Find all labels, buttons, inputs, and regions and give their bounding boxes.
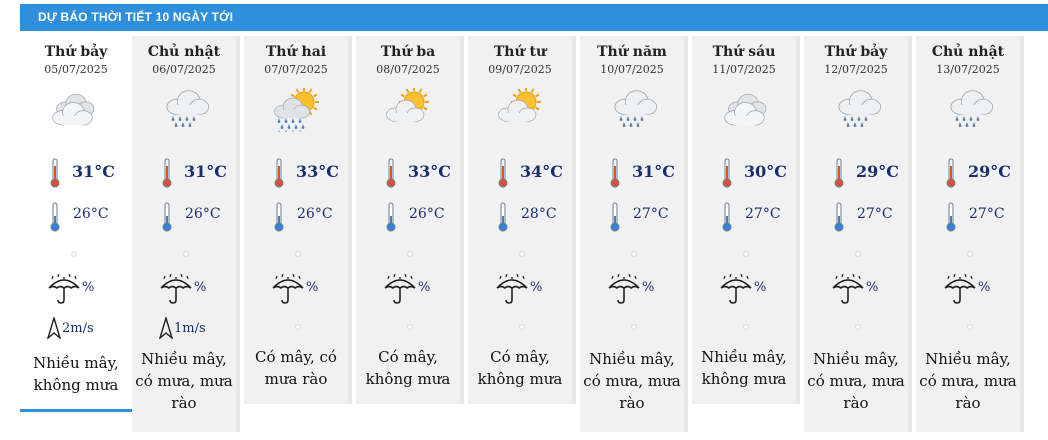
separator-dot bbox=[967, 251, 973, 257]
description-line: Có mây, có bbox=[255, 348, 337, 366]
thermometer-cool-icon bbox=[274, 202, 284, 232]
separator-dot bbox=[295, 251, 301, 257]
min-temp: 27°C bbox=[745, 206, 781, 222]
separator-dot bbox=[71, 251, 77, 257]
umbrella-icon bbox=[607, 274, 641, 306]
day-column[interactable] bbox=[132, 36, 240, 432]
max-temp: 33°C bbox=[296, 162, 339, 181]
day-date: 10/07/2025 bbox=[600, 63, 664, 76]
rain-chance: % bbox=[978, 280, 991, 295]
weather-description bbox=[356, 346, 460, 390]
separator-dot bbox=[743, 251, 749, 257]
cloudy-icon bbox=[720, 88, 770, 132]
rain-chance: % bbox=[306, 280, 319, 295]
description-line: có mưa, mưa bbox=[583, 372, 681, 390]
weather-description bbox=[692, 346, 796, 390]
description-line: Nhiều mây, bbox=[33, 354, 119, 372]
description-line: có mưa, mưa bbox=[807, 372, 905, 390]
umbrella-icon bbox=[831, 274, 865, 306]
rain-chance: % bbox=[418, 280, 431, 295]
max-temp: 31°C bbox=[184, 162, 227, 181]
description-line: không mưa bbox=[33, 376, 119, 394]
weather-description bbox=[804, 348, 908, 414]
rain-cloud-icon bbox=[160, 88, 210, 132]
separator-dot bbox=[967, 324, 973, 330]
rain-cloud-icon bbox=[944, 88, 994, 132]
thermometer-cool-icon bbox=[946, 202, 956, 232]
forecast-days bbox=[20, 36, 1030, 440]
partly-cloudy-icon bbox=[384, 88, 434, 132]
description-line: rào bbox=[843, 394, 869, 412]
separator-dot bbox=[631, 251, 637, 257]
description-line: rào bbox=[171, 394, 197, 412]
separator-dot bbox=[519, 324, 525, 330]
umbrella-icon bbox=[943, 274, 977, 306]
thermometer-hot-icon bbox=[610, 158, 620, 188]
day-name: Chủ nhật bbox=[931, 44, 1005, 60]
day-date: 09/07/2025 bbox=[488, 63, 552, 76]
rain-chance: % bbox=[82, 280, 95, 295]
separator-dot bbox=[855, 324, 861, 330]
thermometer-cool-icon bbox=[162, 202, 172, 232]
min-temp: 27°C bbox=[633, 206, 669, 222]
day-column[interactable] bbox=[580, 36, 688, 432]
day-column[interactable] bbox=[804, 36, 912, 432]
weather-description bbox=[916, 348, 1020, 414]
weather-description bbox=[132, 348, 236, 414]
min-temp: 26°C bbox=[297, 206, 333, 222]
weather-description bbox=[580, 348, 684, 414]
day-date: 11/07/2025 bbox=[712, 63, 776, 76]
rain-chance: % bbox=[754, 280, 767, 295]
rain-cloud-icon bbox=[832, 88, 882, 132]
description-line: Nhiều mây, bbox=[925, 350, 1011, 368]
min-temp: 26°C bbox=[409, 206, 445, 222]
day-date: 05/07/2025 bbox=[44, 63, 108, 76]
separator-dot bbox=[631, 324, 637, 330]
max-temp: 33°C bbox=[408, 162, 451, 181]
weather-description bbox=[244, 346, 348, 390]
thermometer-cool-icon bbox=[722, 202, 732, 232]
description-line: có mưa, mưa bbox=[919, 372, 1017, 390]
separator-dot bbox=[743, 324, 749, 330]
weather-description bbox=[468, 346, 572, 390]
rain-chance: % bbox=[530, 280, 543, 295]
umbrella-icon bbox=[271, 274, 305, 306]
min-temp: 26°C bbox=[73, 206, 109, 222]
day-column[interactable] bbox=[468, 36, 576, 404]
thermometer-hot-icon bbox=[834, 158, 844, 188]
day-column[interactable] bbox=[20, 36, 132, 412]
min-temp: 27°C bbox=[969, 206, 1005, 222]
day-date: 06/07/2025 bbox=[152, 63, 216, 76]
wind-direction-icon bbox=[159, 317, 173, 339]
max-temp: 29°C bbox=[856, 162, 899, 181]
description-line: Có mây, bbox=[378, 348, 438, 366]
day-name: Thứ bảy bbox=[824, 44, 888, 60]
day-name: Thứ bảy bbox=[44, 44, 108, 60]
umbrella-icon bbox=[495, 274, 529, 306]
min-temp: 27°C bbox=[857, 206, 893, 222]
wind-speed: 1m/s bbox=[174, 321, 206, 336]
header-title: DỰ BÁO THỜI TIẾT 10 NGÀY TỚI bbox=[38, 10, 234, 24]
day-date: 08/07/2025 bbox=[376, 63, 440, 76]
thermometer-hot-icon bbox=[946, 158, 956, 188]
thermometer-cool-icon bbox=[386, 202, 396, 232]
partly-cloudy-icon bbox=[496, 88, 546, 132]
description-line: không mưa bbox=[365, 370, 451, 388]
description-line: Nhiều mây, bbox=[589, 350, 675, 368]
description-line: mưa rào bbox=[264, 370, 328, 388]
thermometer-hot-icon bbox=[722, 158, 732, 188]
day-column[interactable] bbox=[692, 36, 800, 404]
cloudy-icon bbox=[48, 88, 98, 132]
wind-direction-icon bbox=[47, 317, 61, 339]
separator-dot bbox=[183, 251, 189, 257]
rain-cloud-icon bbox=[608, 88, 658, 132]
thermometer-hot-icon bbox=[498, 158, 508, 188]
day-date: 13/07/2025 bbox=[936, 63, 1000, 76]
description-line: Nhiều mây, bbox=[701, 348, 787, 366]
max-temp: 34°C bbox=[520, 162, 563, 181]
max-temp: 30°C bbox=[744, 162, 787, 181]
day-name: Chủ nhật bbox=[147, 44, 221, 60]
rain-chance: % bbox=[194, 280, 207, 295]
day-name: Thứ ba bbox=[380, 44, 436, 60]
separator-dot bbox=[407, 251, 413, 257]
thermometer-hot-icon bbox=[386, 158, 396, 188]
umbrella-icon bbox=[383, 274, 417, 306]
thermometer-cool-icon bbox=[50, 202, 60, 232]
day-column[interactable] bbox=[916, 36, 1024, 432]
umbrella-icon bbox=[47, 274, 81, 306]
separator-dot bbox=[295, 324, 301, 330]
thermometer-hot-icon bbox=[162, 158, 172, 188]
day-name: Thứ tư bbox=[493, 44, 547, 60]
thermometer-cool-icon bbox=[610, 202, 620, 232]
max-temp: 29°C bbox=[968, 162, 1011, 181]
day-column[interactable] bbox=[356, 36, 464, 404]
description-line: Nhiều mây, bbox=[141, 350, 227, 368]
thermometer-cool-icon bbox=[498, 202, 508, 232]
rain-chance: % bbox=[866, 280, 879, 295]
rain-chance: % bbox=[642, 280, 655, 295]
day-column[interactable] bbox=[244, 36, 352, 404]
wind-speed: 2m/s bbox=[62, 321, 94, 336]
max-temp: 31°C bbox=[72, 162, 115, 181]
separator-dot bbox=[519, 251, 525, 257]
day-date: 12/07/2025 bbox=[824, 63, 888, 76]
max-temp: 31°C bbox=[632, 162, 675, 181]
weather-description bbox=[20, 352, 132, 396]
umbrella-icon bbox=[159, 274, 193, 306]
min-temp: 26°C bbox=[185, 206, 221, 222]
description-line: rào bbox=[619, 394, 645, 412]
description-line: có mưa, mưa bbox=[135, 372, 233, 390]
thermometer-hot-icon bbox=[274, 158, 284, 188]
thermometer-hot-icon bbox=[50, 158, 60, 188]
day-name: Thứ sáu bbox=[712, 44, 776, 60]
description-line: không mưa bbox=[701, 370, 787, 388]
umbrella-icon bbox=[719, 274, 753, 306]
description-line: rào bbox=[955, 394, 981, 412]
separator-dot bbox=[407, 324, 413, 330]
description-line: Nhiều mây, bbox=[813, 350, 899, 368]
forecast-header bbox=[20, 4, 1048, 31]
description-line: không mưa bbox=[477, 370, 563, 388]
separator-dot bbox=[855, 251, 861, 257]
min-temp: 28°C bbox=[521, 206, 557, 222]
description-line: Có mây, bbox=[490, 348, 550, 366]
day-date: 07/07/2025 bbox=[264, 63, 328, 76]
day-name: Thứ hai bbox=[265, 44, 327, 60]
day-name: Thứ năm bbox=[597, 44, 667, 60]
sun-rain-icon bbox=[272, 88, 322, 132]
thermometer-cool-icon bbox=[834, 202, 844, 232]
